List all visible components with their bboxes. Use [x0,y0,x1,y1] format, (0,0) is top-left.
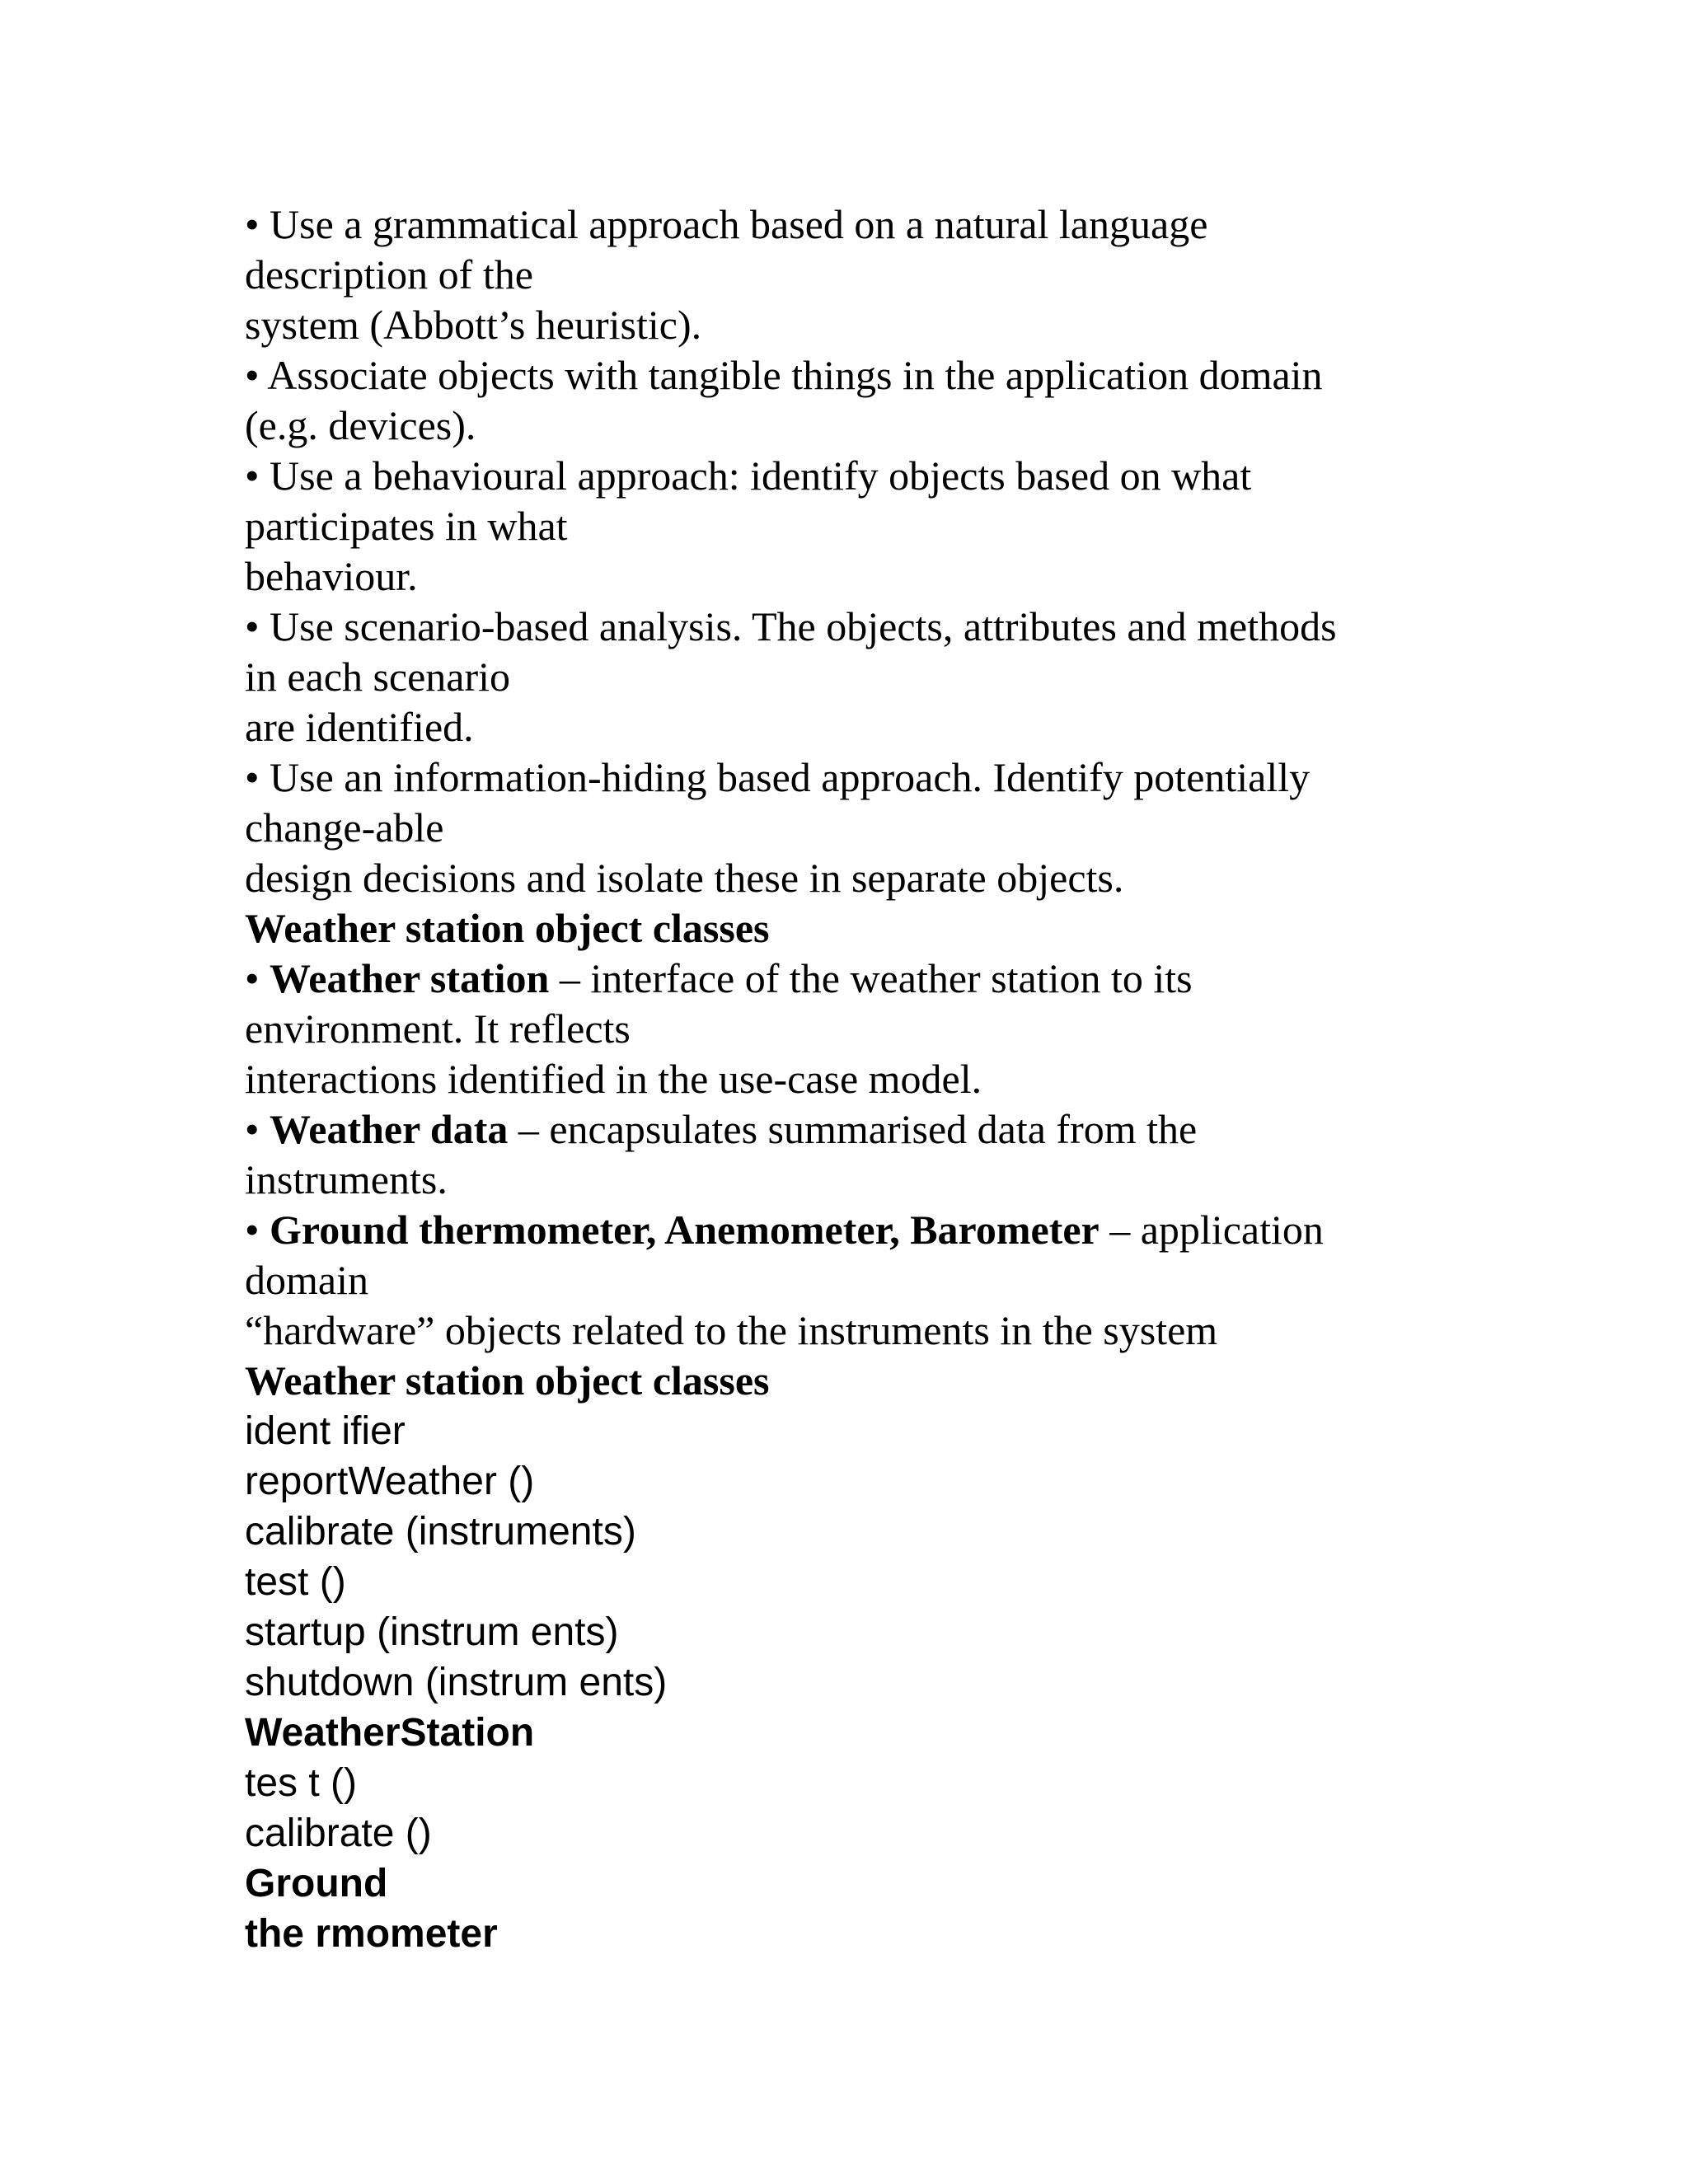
text-line: • Use a grammatical approach based on a natural language [245,201,1208,247]
bullet-item [245,954,1481,1004]
text-line: system (Abbott’s heuristic). [245,302,702,348]
text-line: domain [245,1257,368,1303]
text-line: change-able [245,804,444,851]
class-name: Ground [245,1862,388,1905]
text-line: behaviour. [245,553,418,599]
bullet-prefix: • [245,955,270,1001]
text-line: environment. It reflects [245,1005,631,1052]
text-line: interactions identified in the use-case model. [245,1056,982,1102]
class-name: the rmometer [245,1912,498,1956]
text-line: • Associate objects with tangible things in the application domain [245,352,1323,398]
bullet-prefix: • [245,1207,270,1253]
text-line: “hardware” objects related to the instruments in the system [245,1307,1218,1353]
bullet-item [245,1205,1481,1255]
class-member-line: tes t () [245,1761,358,1805]
class-member-line: shutdown (instrum ents) [245,1661,668,1704]
text-line: • Use scenario-based analysis. The objects, attributes and methods [245,603,1337,649]
text-line: description of the [245,251,533,298]
class-member-line: calibrate () [245,1811,432,1855]
section-heading: Weather station object classes [245,905,770,951]
class-member-line: startup (instrum ents) [245,1610,619,1654]
bullet-description: – encapsulates summarised data from the [508,1106,1198,1152]
bullet-term: Weather station [270,955,550,1001]
class-member-line: calibrate (instruments) [245,1510,636,1554]
bullet-prefix: • [245,1106,270,1152]
bullet-term: Weather data [270,1106,509,1152]
text-line: instruments. [245,1156,448,1202]
bullet-term: Ground thermometer, Anemometer, Barometer [270,1207,1100,1253]
text-line: • Use a behavioural approach: identify objects based on what [245,452,1252,499]
text-line: (e.g. devices). [245,402,476,448]
class-name: WeatherStation [245,1711,535,1755]
document-page [245,199,1481,1959]
bullet-description: – application [1099,1207,1324,1253]
text-line: • Use an information-hiding based approach. Identify potentially [245,754,1311,800]
text-line: in each scenario [245,654,511,700]
class-member-line: reportWeather () [245,1460,535,1503]
text-line: participates in what [245,503,568,549]
class-member-line: ident ifier [245,1409,406,1453]
text-line: are identified. [245,704,474,750]
section-heading: Weather station object classes [245,1357,770,1404]
bullet-item [245,1104,1481,1155]
class-member-line: test () [245,1560,346,1604]
text-line: design decisions and isolate these in separate objects. [245,855,1124,901]
bullet-description: – interface of the weather station to its [549,955,1193,1001]
